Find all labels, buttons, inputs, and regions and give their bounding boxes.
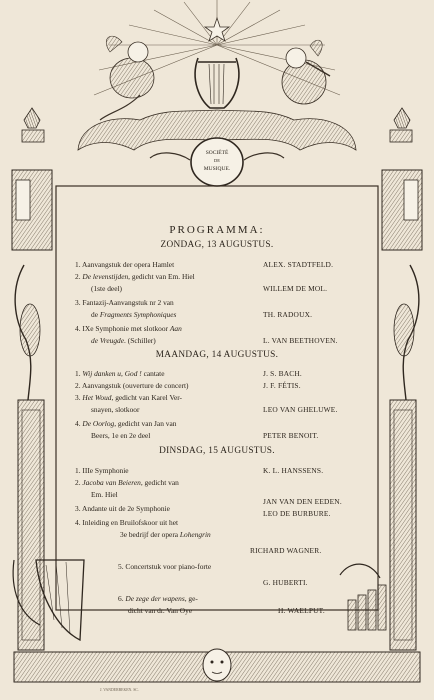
composer-name: J. S. BACH. — [263, 369, 302, 378]
emblem-line-3: MUSIQUE. — [203, 166, 231, 172]
composer-name: L. VAN BEETHOVEN. — [263, 336, 338, 345]
composer-name: TH. RADOUX. — [263, 310, 313, 319]
lyre-icon — [195, 58, 239, 108]
pan-pipes-icon — [340, 564, 386, 630]
emblem-line-1: SOCIÉTÉ — [205, 150, 229, 156]
day-heading-monday: MAANDAG, 14 AUGUSTUS. — [155, 350, 279, 360]
list-item: 2. Jacoba van Beieren, gedicht van — [75, 478, 179, 487]
composer-name: LEO DE BURBURE. — [263, 509, 331, 518]
composer-name: PETER BENOIT. — [263, 431, 319, 440]
list-item-cont: Beers, 1e en 2e deel — [91, 431, 151, 440]
list-item-cont: Em. Hiel — [91, 490, 118, 499]
list-item: 1. IIIe Symphonie — [75, 466, 129, 475]
composer-name: WILLEM DE MOL. — [263, 284, 328, 293]
list-item-cont: de Vreugde. (Schiller) — [91, 336, 156, 345]
left-column — [12, 108, 52, 650]
list-item: 1. Aanvangstuk der opera Hamlet — [75, 260, 175, 269]
list-item: 4. De Oorlog, gedicht van Jan van — [75, 419, 177, 428]
list-item: 2. Aanvangstuk (ouverture de concert) — [75, 381, 189, 390]
cherub-left-icon — [100, 36, 154, 120]
engraver-signature: J. VANDERBEKEN. SC. — [100, 688, 139, 692]
list-item: 5. Concertstuk voor piano-forte — [118, 562, 212, 571]
day-heading-tuesday: DINSDAG, 15 AUGUSTUS. — [159, 446, 275, 456]
list-item: 4. IXe Symphonie met slotkoor Aan — [75, 324, 182, 333]
list-item-cont: snayen, slotkoor — [91, 405, 140, 414]
list-item-cont: dicht van dr. Van Oye — [128, 606, 193, 615]
composer-name: JAN VAN DEN EEDEN. — [263, 497, 342, 506]
composer-name: LEO VAN GHELUWE. — [263, 405, 338, 414]
list-item: 3. Fantazij-Aanvangstuk nr 2 van — [75, 298, 174, 307]
list-item-cont: (1ste deel) — [91, 284, 122, 293]
composer-name: H. WAELPUT. — [278, 606, 325, 615]
list-item: 6. De zege der wapens, ge- — [118, 594, 198, 603]
emblem-line-2: DE — [214, 158, 220, 163]
list-item-cont: de Fragments Symphoniques — [91, 310, 177, 319]
list-item: 1. Wij danken u, God ! cantate — [75, 369, 165, 378]
programme-title: PROGRAMMA: — [169, 224, 265, 236]
list-item-cont: 3e bedrijf der opera Lohengrin — [120, 530, 211, 539]
right-column — [382, 108, 422, 650]
composer-name: RICHARD WAGNER. — [250, 546, 322, 555]
cherub-right-icon — [282, 40, 330, 104]
day-heading-sunday: ZONDAG, 13 AUGUSTUS. — [160, 240, 274, 250]
composer-name: G. HUBERTI. — [263, 578, 308, 587]
composer-name: J. F. FÉTIS. — [263, 381, 301, 390]
mask-icon — [203, 649, 231, 681]
composer-name: K. L. HANSSENS. — [263, 466, 324, 475]
list-item: 3. Het Woud, gedicht van Karel Ver- — [75, 393, 183, 402]
list-item: 2. De levenstijden, gedicht van Em. Hiel — [75, 272, 195, 281]
list-item: 4. Inleiding en Bruilofskoor uit het — [75, 518, 179, 527]
list-item: 3. Andante uit de 2e Symphonie — [75, 504, 170, 513]
composer-name: ALEX. STADTFELD. — [263, 260, 334, 269]
